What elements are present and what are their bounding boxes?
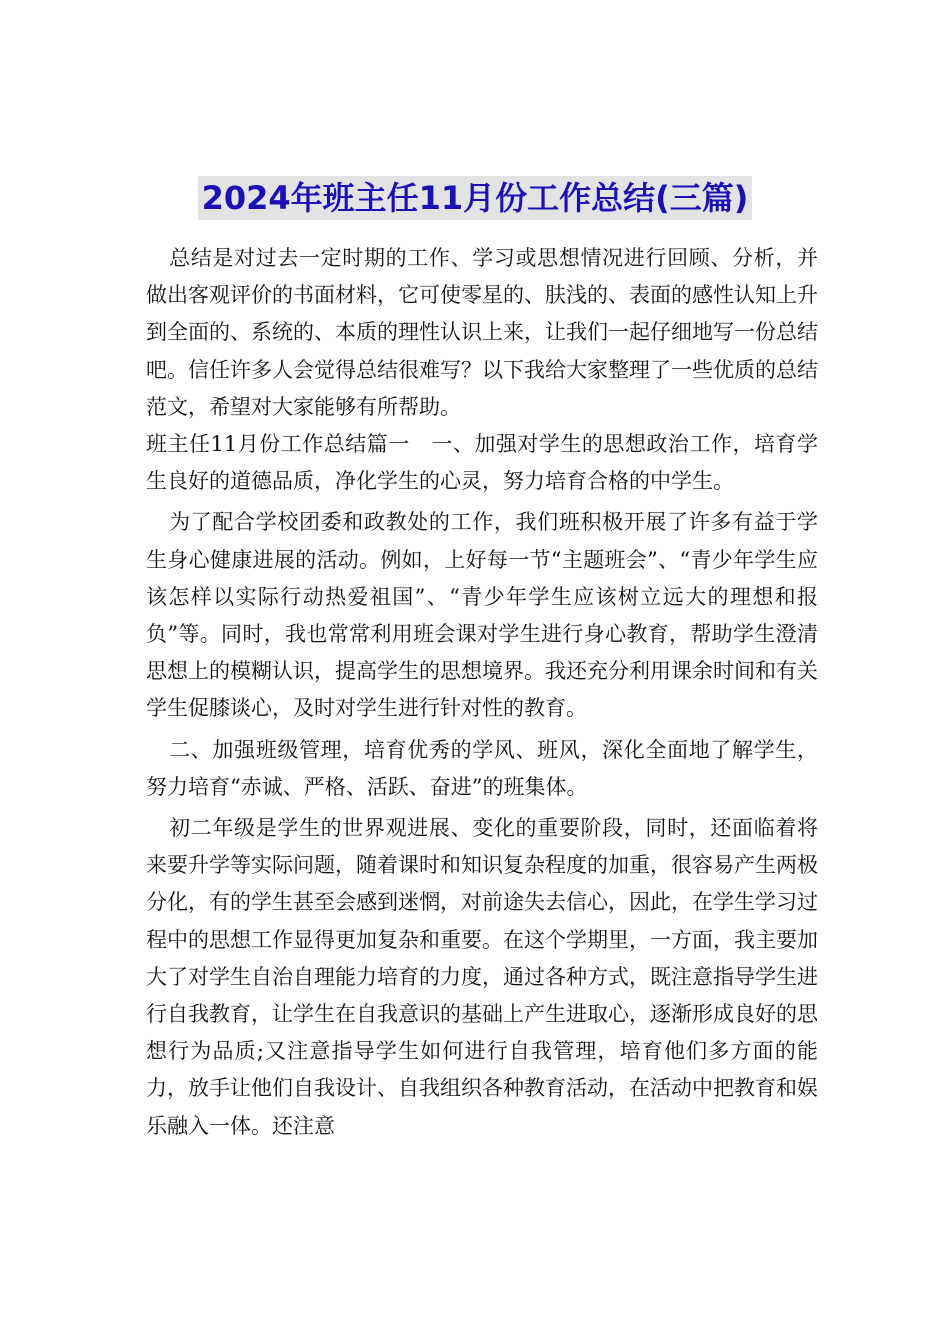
paragraph-section-1: 班主任11月份工作总结篇一 一、加强对学生的思想政治工作，培育学生良好的道德品质，净化学生的心灵，努力培育合格的中学生。 [146, 432, 818, 494]
title-container [0, 176, 950, 220]
paragraph-3: 为了配合学校团委和政教处的工作，我们班积极开展了许多有益于学生身心健康进展的活动。例如，上好每一节“主题班会”、“青少年学生应该怎样以实际行动热爱祖国”、“青少年学生应该树立远大的理想和报负”等。同时，我也常常利用班会课对学生进行身心教育，帮助学生澄清思想上的模糊认识，提高学生的思想境界。我还充分利用课余时间和有关学生促膝谈心，及时对学生进行针对性的教育。 [146, 510, 818, 721]
paragraph-intro: 总结是对过去一定时期的工作、学习或思想情况进行回顾、分析，并做出客观评价的书面材料，它可使零星的、肤浅的、表面的感性认知上升到全面的、系统的、本质的理性认识上来，让我们一起仔细地写一份总结吧。信任许多人会觉得总结很难写？以下我给大家整理了一些优质的总结范文，希望对大家能够有所帮助。 [146, 246, 818, 419]
document-title: 2024年班主任11月份工作总结(三篇) [198, 176, 753, 220]
document-body [146, 240, 818, 1145]
paragraph-4: 二、加强班级管理，培育优秀的学风、班风，深化全面地了解学生，努力培育“赤诚、严格、活跃、奋进”的班集体。 [146, 737, 818, 799]
paragraph-5: 初二年级是学生的世界观进展、变化的重要阶段，同时，还面临着将来要升学等实际问题，随着课时和知识复杂程度的加重，很容易产生两极分化，有的学生甚至会感到迷惘，对前途失去信心，因此，在学生学习过程中的思想工作显得更加复杂和重要。在这个学期里，一方面，我主要加大了对学生自治自理能力培育的力度，通过各种方式，既注意指导学生进行自我教育，让学生在自我意识的基础上产生进取心，逐渐形成良好的思想行为品质;又注意指导学生如何进行自我管理，培育他们多方面的能力，放手让他们自我设计、自我组织各种教育活动，在活动中把教育和娱乐融入一体。还注意 [146, 816, 818, 1138]
